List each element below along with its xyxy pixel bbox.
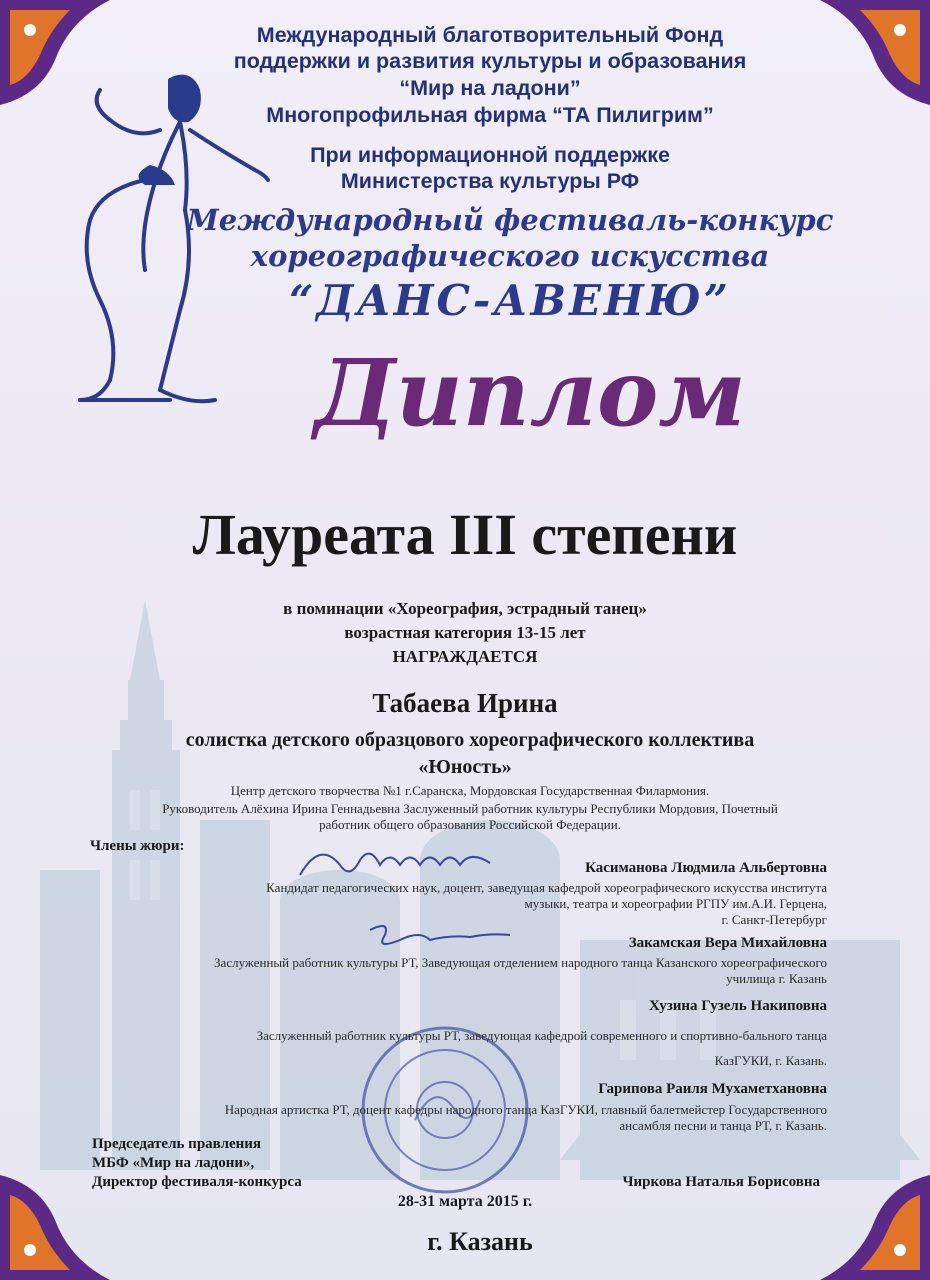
recipient-collective: «Юность» xyxy=(418,756,512,778)
festival-title-line-2: хореографического искусства xyxy=(250,239,770,273)
chair-name: Чиркова Наталья Борисовна xyxy=(622,1174,820,1190)
festival-title-line-1: Международный фестиваль-конкурс xyxy=(186,203,834,237)
jury-member-1-desc-1: Кандидат педагогических наук, доцент, заведущая кафедрой хореографического искусства института xyxy=(266,880,827,895)
jury-member-1-desc-2: музыки, театра и хореографии РГПУ им.А.И. Герцена, xyxy=(524,896,827,911)
jury-member-1-desc-3: г. Санкт-Петербург xyxy=(721,912,827,927)
diploma-title: Диплом xyxy=(314,339,746,447)
festival-name: “ДАНС-АВЕНЮ” xyxy=(289,276,731,325)
jury-member-2-name: Закамская Вера Михайловна xyxy=(628,935,827,951)
header-foundation-line-3: “Мир на ладони” xyxy=(399,76,581,100)
nomination: в поминации «Хореография, эстрадный танец» xyxy=(283,599,647,618)
recipient-role: солистка детского образцового хореографического коллектива xyxy=(185,729,755,751)
jury-label: Члены жюри: xyxy=(90,838,185,854)
jury-member-3-desc-2: КазГУКИ, г. Казань. xyxy=(714,1053,827,1068)
jury-member-4-desc-2: ансамбля песни и танца РТ, г. Казань. xyxy=(619,1118,827,1133)
leader-line-1: Руководитель Алёхина Ирина Геннадьевна Заслуженный работник культуры Республики Мордовия, Почетный xyxy=(162,801,778,816)
corner-ornament-bottom-right xyxy=(810,1170,930,1280)
jury-member-2-desc-2: училища г. Казань xyxy=(726,971,827,986)
header-support-line-1: При информационной поддержке xyxy=(310,143,670,167)
awarded-label: НАГРАЖДАЕТСЯ xyxy=(392,647,538,666)
header-support-line-2: Министерства культуры РФ xyxy=(340,169,640,193)
jury-member-4-desc-1: Народная артистка РТ, доцент кафедры народного танца КазГУКИ, главный балетмейстер Государственного xyxy=(224,1102,827,1117)
jury-member-4-name: Гарипова Раиля Мухаметхановна xyxy=(598,1081,827,1097)
chair-line-2: МБФ «Мир на ладони», xyxy=(92,1155,255,1171)
chair-line-3: Директор фестиваля-конкурса xyxy=(92,1174,302,1190)
jury-member-3-desc-1: Заслуженный работник культуры РТ, заведующая кафедрой современного и спортивно-бального танца xyxy=(256,1028,827,1043)
header-firm: Многопрофильная фирма “ТА Пилигрим” xyxy=(266,103,714,127)
recipient-organization: Центр детского творчества №1 г.Саранска, Мордовская Государственная Филармония. xyxy=(230,783,710,798)
event-dates: 28-31 марта 2015 г. xyxy=(397,1193,533,1210)
header-foundation-line-2: поддержки и развития культуры и образования xyxy=(233,49,747,73)
jury-member-3-name: Хузина Гузель Накиповна xyxy=(648,998,827,1014)
award-title: Лауреата III степени xyxy=(192,502,738,567)
chair-line-1: Председатель правления xyxy=(92,1136,262,1152)
event-city: г. Казань xyxy=(427,1227,533,1256)
leader-line-2: работник общего образования Российской Федерации. xyxy=(319,817,621,832)
recipient-name: Табаева Ирина xyxy=(372,688,558,718)
header-foundation-line-1: Международный благотворительный Фонд xyxy=(256,23,724,47)
jury-member-2-desc-1: Заслуженный работник культуры РТ, Заведующая отделением народного танца Казанского хореографического xyxy=(214,955,827,970)
age-category: возрастная категория 13-15 лет xyxy=(344,623,586,642)
jury-member-1-name: Касиманова Людмила Альбертовна xyxy=(585,860,827,876)
